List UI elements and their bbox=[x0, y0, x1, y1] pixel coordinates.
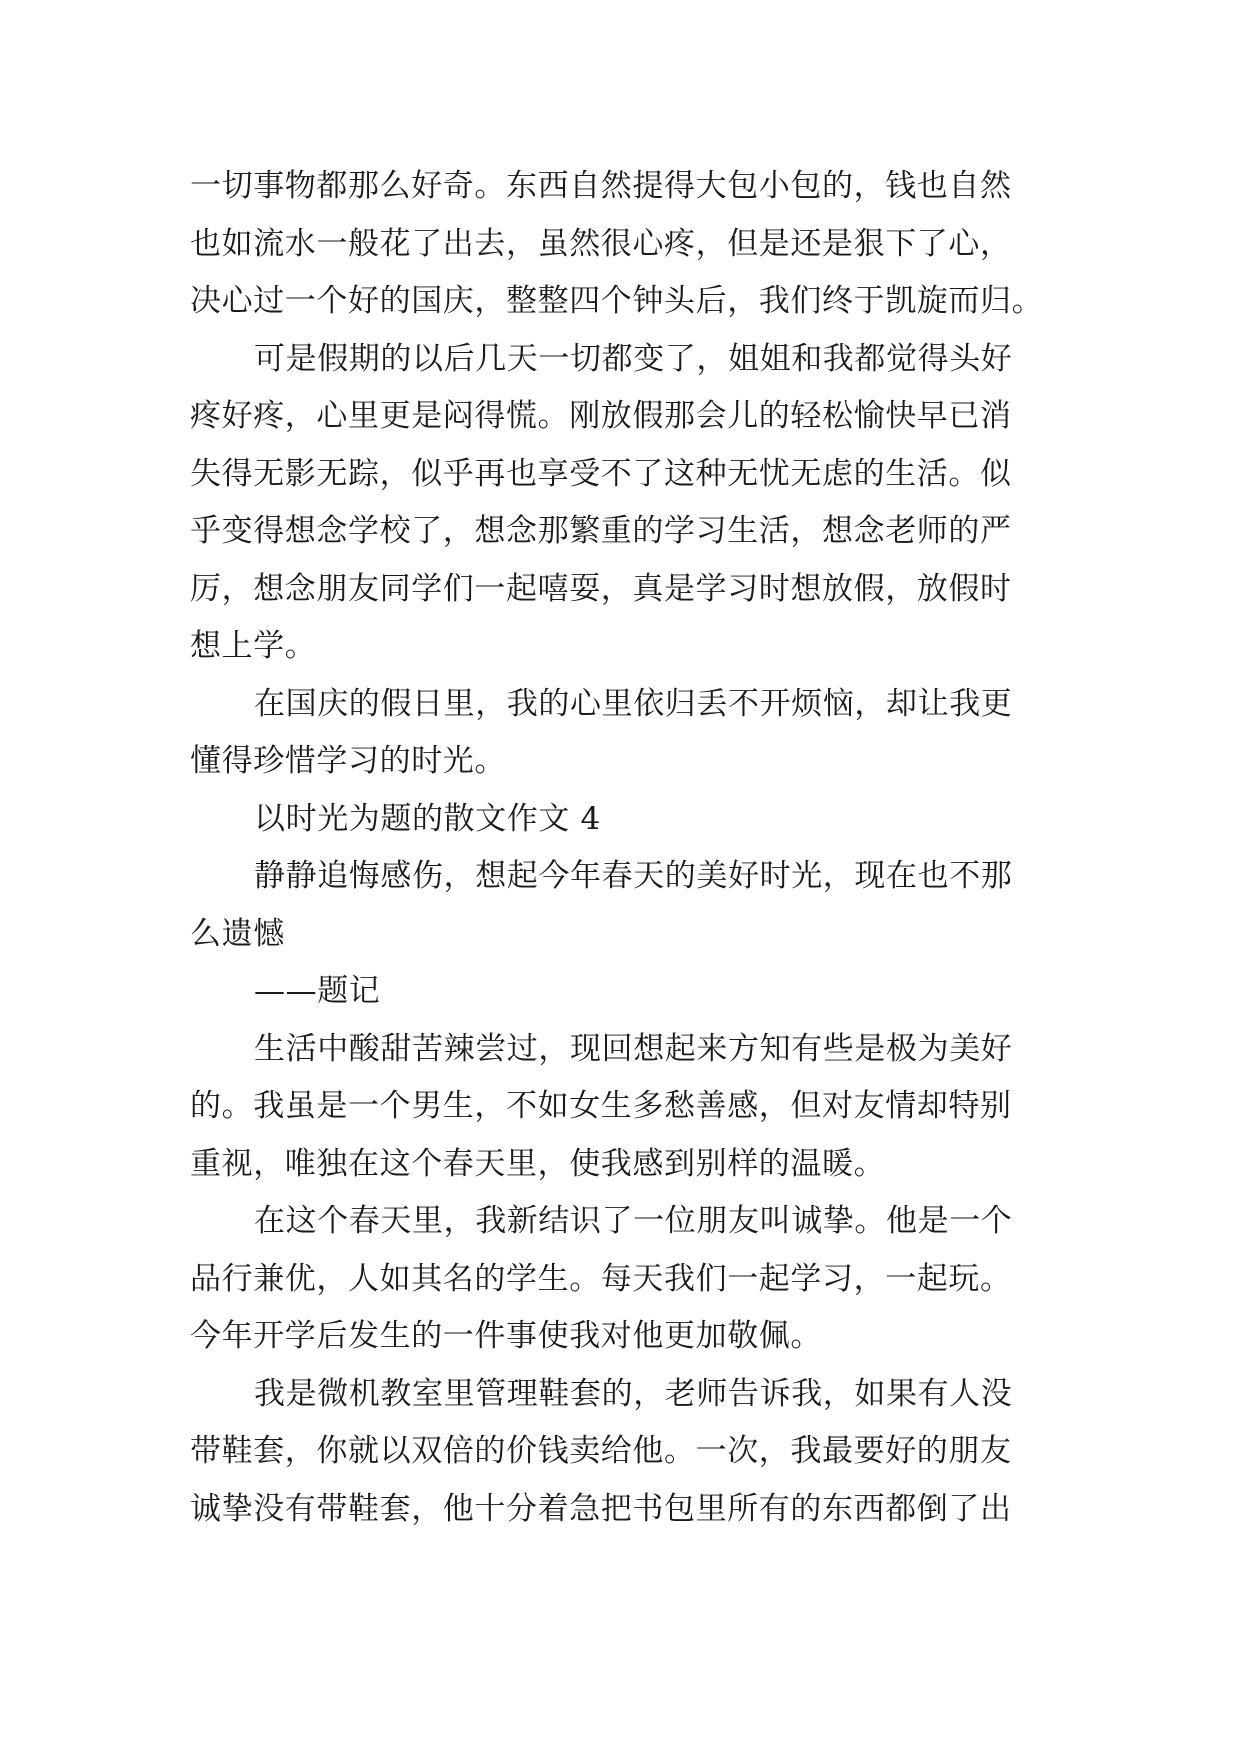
text-line: 疼好疼，心里更是闷得慌。刚放假那会儿的轻松愉快早已消 bbox=[190, 398, 1012, 434]
document-body bbox=[190, 158, 1050, 1538]
paragraph-start-line: 在这个春天里，我新结识了一位朋友叫诚挚。他是一个 bbox=[254, 1203, 1013, 1239]
text-line: 乎变得想念学校了，想念那繁重的学习生活，想念老师的严 bbox=[190, 513, 1012, 549]
text-line: 诚挚没有带鞋套，他十分着急把书包里所有的东西都倒了出 bbox=[190, 1490, 1012, 1527]
text-line: 带鞋套，你就以双倍的价钱卖给他。一次，我最要好的朋友 bbox=[190, 1433, 1012, 1469]
section-title: 以时光为题的散文作文 4 bbox=[254, 800, 601, 837]
paragraph-start-line: 生活中酸甜苦辣尝过，现回想起来方知有些是极为美好 bbox=[254, 1030, 1013, 1067]
text-line: 重视，唯独在这个春天里，使我感到别样的温暖。 bbox=[190, 1145, 886, 1182]
text-line: 今年开学后发生的一件事使我对他更加敬佩。 bbox=[190, 1318, 822, 1354]
text-line: 厉，想念朋友同学们一起嘻耍，真是学习时想放假，放假时 bbox=[190, 570, 1012, 607]
paragraph-start-line: 静静追悔感伤，想起今年春天的美好时光，现在也不那 bbox=[254, 858, 1013, 894]
paragraph-start-line: 可是假期的以后几天一切都变了，姐姐和我都觉得头好 bbox=[254, 340, 1013, 377]
text-line: 懂得珍惜学习的时光。 bbox=[190, 743, 506, 779]
epigraph-attribution: ——题记 bbox=[254, 973, 381, 1009]
paragraph-start-line: 我是微机教室里管理鞋套的，老师告诉我，如果有人没 bbox=[254, 1375, 1013, 1412]
text-line: 也如流水一般花了出去，虽然很心疼，但是还是狠下了心， bbox=[190, 225, 1012, 262]
text-line: 品行兼优，人如其名的学生。每天我们一起学习，一起玩。 bbox=[190, 1260, 1012, 1297]
text-line: 决心过一个好的国庆，整整四个钟头后，我们终于凯旋而归。 bbox=[190, 283, 1044, 319]
text-line: 一切事物都那么好奇。东西自然提得大包小包的，钱也自然 bbox=[190, 168, 1012, 204]
text-line: 想上学。 bbox=[190, 628, 317, 664]
text-line: 么遗憾 bbox=[190, 915, 285, 952]
paragraph-start-line: 在国庆的假日里，我的心里依归丢不开烦恼，却让我更 bbox=[254, 685, 1013, 722]
text-line: 失得无影无踪，似乎再也享受不了这种无忧无虑的生活。似 bbox=[190, 455, 1012, 492]
text-line: 的。我虽是一个男生，不如女生多愁善感，但对友情却特别 bbox=[190, 1088, 1012, 1124]
